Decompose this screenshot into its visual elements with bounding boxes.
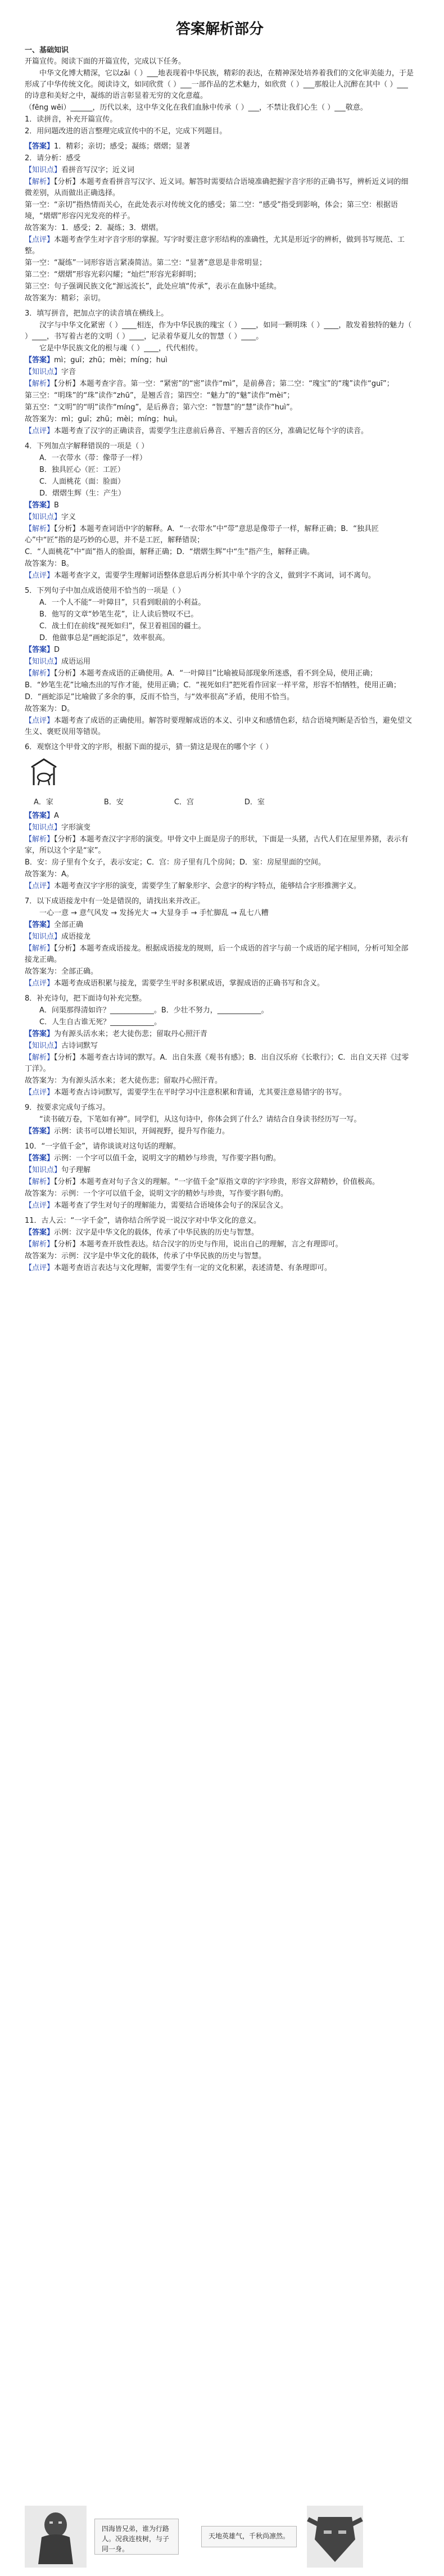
- knowledge-point: 【知识点】看拼音写汉字；近义词: [25, 166, 135, 174]
- analysis-line: 故答案为：D。: [25, 705, 75, 713]
- analysis: 【解析】【分析】本题考查开放性表达。结合汉字的历史与作用，说出自己的理解，言之有理即可。: [25, 1240, 343, 1249]
- bronze-mask-icon: [307, 2506, 363, 2568]
- analysis-line: B．安：房子里有个女子，表示安定；C．宫：房子里有几个房间；D．室：房屋里面的空间。: [25, 858, 326, 867]
- final-answer: 故答案为：精彩；亲切。: [25, 294, 106, 303]
- question: 8．补充诗句，把下面诗句补充完整。: [25, 994, 147, 1003]
- analysis: 【解析】【分析】本题考查看拼音写汉字、近义词。解答时需要结合语境准确把握字音字形的正确书写，辨析近义词的细微差别，从而做出正确选择。: [25, 178, 409, 197]
- analysis: 【解析】【分析】本题考查成语的正确使用。A．“一叶障目”比喻被局部现象所迷惑，看不到全局，使用正确；: [25, 669, 377, 678]
- analysis: 【解析】【分析】本题考查成语接龙。根据成语接龙的规则，后一个成语的首字与前一个成语的尾字相同，分析可知全部接龙正确。: [25, 944, 409, 964]
- bronze-statue-icon: [25, 2506, 87, 2568]
- poem-box: 天地英雄气，千秋尚凛然。: [201, 2526, 297, 2547]
- intro-line: 开篇宣传。阅读下面的开篇宣传，完成以下任务。: [25, 57, 186, 66]
- question-text: 一心一意 → 意气风发 → 发扬光大 → 大显身手 → 手忙脚乱 → 乱七八糟: [39, 909, 269, 917]
- analysis-line: 第五空：“文明”的“明”读作“míng”，是后鼻音；第六空：“智慧”的“慧”读作“huì”。: [25, 403, 297, 412]
- note-line: 第二空：“熠熠”形容光彩闪耀；“灿烂”形容光彩鲜明；: [25, 271, 201, 279]
- comment: 【点评】本题考查了汉字的正确读音，需要学生注意前后鼻音、平翘舌音的区分，准确记忆每个字的读音。: [25, 427, 369, 435]
- question: 11．古人云：“一字千金”，请你结合所学说一说汉字对中华文化的意义。: [25, 1217, 261, 1225]
- question-text: 它是中华民族文化的根与魂（ ）____，代代相传。: [39, 344, 203, 353]
- analysis-line: B．“妙笔生花”比喻杰出的写作才能，使用正确；C．“视死如归”把死看作回家一样平常，形容不怕牺牲，使用正确；: [25, 681, 401, 690]
- option: D．熠熠生辉（生：产生）: [39, 489, 126, 498]
- answer-block: 【答案】1．精彩；亲切；感受；凝练；熠熠；显著: [25, 142, 191, 151]
- analysis: 【解析】【分析】本题考查古诗词的默写。A．出自朱熹《观书有感》；B．出自汉乐府《长歌行》；C．出自文天祥《过零丁洋》。: [25, 1053, 409, 1073]
- option: B．他写的文章“妙笔生花”，让人读后赞叹不已。: [39, 610, 198, 619]
- analysis-line: 故答案为：全部正确。: [25, 967, 98, 976]
- option: A．一个人不能“一叶障目”，只看到眼前的小利益。: [39, 598, 206, 607]
- illustration-strip: [25, 2505, 415, 2568]
- intro-line: 2．用问题改进的语言整理完成宣传中的不足，完成下列题目。: [25, 127, 227, 136]
- answer-block: 【答案】示例：读书可以增长知识，开阔视野，提升写作能力。: [25, 1127, 230, 1136]
- answer-block: 【答案】B: [25, 501, 59, 510]
- answer-tail: 2．请分析：感受: [25, 154, 81, 163]
- answer-block: 【答案】mì；guī；zhū；mèi；míng；huì: [25, 356, 167, 364]
- option: D．他做事总是“画蛇添足”，效率很高。: [39, 634, 170, 642]
- answer-block: 【答案】全部正确: [25, 921, 84, 929]
- option: C．宫: [174, 798, 194, 807]
- option: C．战士们在前线“视死如归”，保卫着祖国的疆土。: [39, 622, 206, 631]
- option: B．独具匠心（匠：工匠）: [39, 466, 125, 474]
- page-title: 答案解析部分: [175, 21, 264, 38]
- analysis-line: D．“画蛇添足”比喻做了多余的事，反而不恰当，与“效率很高”矛盾，使用不恰当。: [25, 693, 294, 701]
- knowledge-point: 【知识点】古诗词默写: [25, 1042, 98, 1050]
- question: 4．下列加点字解释错误的一项是（ ）: [25, 442, 149, 451]
- question: 3．填写拼音，把加点字的读音填在横线上。: [25, 309, 169, 318]
- comment: 【点评】本题考查语言表达与文化理解，需要学生有一定的文化积累，表述清楚、有条理即可。: [25, 1264, 332, 1272]
- question: 5．下列句子中加点成语使用不恰当的一项是（ ）: [25, 587, 185, 595]
- intro-line: （fēng wēi）______，历代以来，这中华文化在我们血脉中传承（ ）___，不禁让我们心生（ ）___敬意。: [25, 103, 368, 112]
- knowledge-point: 【知识点】成语运用: [25, 657, 91, 666]
- option: D．室: [244, 798, 265, 807]
- question: 10．“一字值千金”，请你谈谈对这句话的理解。: [25, 1142, 181, 1151]
- options-row: [34, 797, 415, 808]
- poem-box: 四海皆兄弟，谁为行路人。况我连枝树，与子同一身。: [94, 2519, 179, 2555]
- question-text: 汉字与中华文化紧密（ ）____相连，作为中华民族的瑰宝（ ）____，如同一颗明珠（ ）____，散发着独特的魅力（ ）____，书写着古老的文明（ ）____，记录着华夏儿女的智慧（ ）____。: [25, 321, 414, 341]
- comment: 【点评】本题考查了成语的正确使用。解答时要理解成语的本义、引申义和感情色彩，结合语境判断是否恰当，避免望文生义、褒贬误用等错误。: [25, 717, 413, 736]
- analysis: 【解析】【分析】本题考查词语中字的解释。A．“一衣带水”中“带”意思是像带子一样，解释正确；B．“独具匠心”中“匠”指的是巧妙的心思，并不是工匠，解释错误；: [25, 525, 379, 544]
- note-line: 第一空：“凝练”一词形容语言紧凑简洁。第二空：“显著”意思是非常明显；: [25, 259, 266, 267]
- answer-block: 【答案】示例：汉字是中华文化的载体，传承了中华民族的历史与智慧。: [25, 1228, 259, 1237]
- analysis-line: 故答案为：示例：一个字可以值千金，说明文字的精妙与珍贵，写作要字斟句酌。: [25, 1190, 288, 1198]
- analysis: 【解析】【分析】本题考查汉字字形的演变。甲骨文中上面是房子的形状，下面是一头猪，古代人们在屋里养猪，表示有家，所以这个字是“家”。: [25, 835, 409, 855]
- answer-block: 【答案】D: [25, 646, 60, 654]
- knowledge-point: 【知识点】字形演变: [25, 823, 91, 832]
- oracle-bone-character-icon: [27, 757, 61, 789]
- question-text: C．人生自古谁无死？____________。: [39, 1018, 162, 1026]
- intro-line: 1．读拼音，补充开篇宣传。: [25, 115, 117, 124]
- question: 7．以下成语接龙中有一处是错误的，请找出来并改正。: [25, 897, 205, 906]
- comment: 【点评】本题考查学生对字音字形的掌握。写字时要注意字形结构的准确性，尤其是形近字的辨析，做到书写规范、工整。: [25, 236, 405, 255]
- comment: 【点评】本题考查汉字字形的演变，需要学生了解象形字、会意字的构字特点，能够结合字形推测字义。: [25, 882, 361, 890]
- option: A．一衣带水（带：像带子一样）: [39, 454, 147, 462]
- analysis: 【解析】【分析】本题考查字音。第一空：“紧密”的“密”读作“mì”，是前鼻音；第二空：“瑰宝”的“瑰”读作“guī”；: [25, 380, 394, 388]
- note-line: 第三空：句子强调民族文化“源远流长”，此处应填“传承”，表示在血脉中延续。: [25, 282, 281, 291]
- knowledge-point: 【知识点】字义: [25, 513, 76, 521]
- analysis: 【解析】【分析】本题考查对句子含义的理解。“一字值千金”原指文章的字字珍贵，形容文辞精妙，价值极高。: [25, 1178, 379, 1186]
- answer-block: 【答案】示例：一个字可以值千金，说明文字的精妙与珍贵，写作要字斟句酌。: [25, 1154, 281, 1163]
- question: 6．观察这个甲骨文的字形，根据下面的提示，猜一猜这是现在的哪个字（ ）: [25, 743, 273, 751]
- option: C．人面桃花（面：脸面）: [39, 478, 125, 486]
- analysis-line: 第三空：“明珠”的“珠”读作“zhū”，是翘舌音；第四空：“魅力”的“魅”读作“mèi”；: [25, 391, 295, 400]
- analysis-line: C．“人面桃花”中“面”指人的脸面，解释正确；D．“熠熠生辉”中“生”指产生，解释正确。: [25, 548, 314, 556]
- analysis-line: 故答案为：B。: [25, 560, 74, 568]
- question-text: A．问渠那得清如许？____________。B．少壮不努力，____________。: [39, 1006, 269, 1015]
- option: B．安: [103, 798, 124, 807]
- analysis-line: 故答案为：mì；guī；zhū；mèi；míng；huì。: [25, 415, 182, 424]
- knowledge-point: 【知识点】字音: [25, 368, 76, 376]
- analysis-line: 故答案为：为有源头活水来；老大徒伤悲；留取丹心照汗青。: [25, 1077, 223, 1085]
- analysis-line: 故答案为：示例：汉字是中华文化的载体，传承了中华民族的历史与智慧。: [25, 1252, 266, 1260]
- knowledge-point: 【知识点】句子理解: [25, 1166, 91, 1174]
- analysis-line: 故答案为：A。: [25, 870, 74, 879]
- answer-block: 【答案】A: [25, 812, 59, 820]
- option: A．家: [34, 798, 53, 807]
- analysis-line: 故答案为：1．感受；2．凝练；3．熠熠。: [25, 224, 163, 232]
- knowledge-point: 【知识点】成语接龙: [25, 933, 91, 941]
- section-heading: 一、基础知识: [25, 46, 69, 55]
- intro-line: 中华文化博大精深，它以zǎi（ ）___地表现着中华民族，精彩的表达，在精神深处培养着我们的文化审美能力，于是形成了中华传统文化。阅读诗文，如同欣赏（ ）___一部作品的艺术魅力，如欣赏（ ）___那般让人沉醉在其中（ ）___的诗意和美好之中，凝练的语言彰显着无穷的文化意蕴。: [25, 69, 414, 100]
- analysis-line: 第一空：“亲切”指热情而关心，在此处表示对传统文化的感受；第二空：“感受”指受到影响，体会；第三空：根据语境，“熠熠”形容闪光发亮的样子。: [25, 201, 398, 220]
- comment: 【点评】本题考查字义，需要学生理解词语整体意思后再分析其中单个字的含义，做到字不离词，词不离句。: [25, 571, 376, 580]
- answer-block: 【答案】为有源头活水来；老大徒伤悲；留取丹心照汗青: [25, 1030, 208, 1038]
- question: 9．按要求完成句子练习。: [25, 1104, 110, 1112]
- question-text: “读书破万卷，下笔如有神”。同学们，从这句诗中，你体会到了什么？请结合自身读书经历写一写。: [39, 1115, 361, 1124]
- comment: 【点评】本题考查古诗词默写，需要学生在平时学习中注意积累和背诵，尤其要注意易错字的书写。: [25, 1088, 347, 1097]
- comment: 【点评】本题考查成语积累与接龙，需要学生平时多积累成语，掌握成语的正确书写和含义。: [25, 979, 325, 988]
- comment: 【点评】本题考查了学生对句子的理解能力，需要结合语境体会句子的深层含义。: [25, 1201, 288, 1210]
